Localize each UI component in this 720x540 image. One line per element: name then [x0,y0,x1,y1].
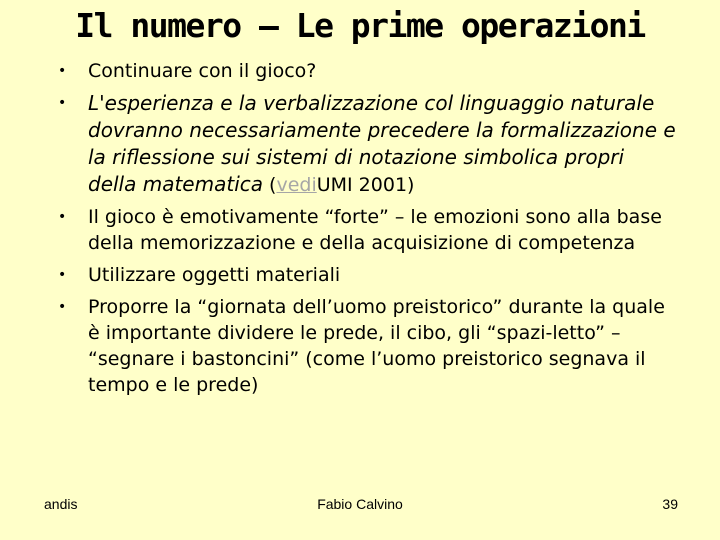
slide-title: Il numero – Le prime operazioni [75,6,645,45]
bullet-experience-text: L'esperienza e la verbalizzazione col linguaggio naturale dovranno necessariamente precedere la formalizzazione e la riflessione sui sistemi di notazione simbolica propri della matematica [88,91,676,196]
bullet-prehistoric-day: • Proporre la “giornata dell’uomo preistorico” durante la quale è importante dividere le prede, il cibo, gli “spazi-letto” – “segnare i bastoncini” (come l’uomo preistorico segnava il tempo e le prede) [58,294,678,398]
footer-author: Fabio Calvino [317,496,403,512]
bullet-game-emotions: • Il gioco è emotivamente “forte” – le emozioni sono alla base della memorizzazione e della acquisizione di competenza [58,204,678,256]
bullet-material-objects: • Utilizzare oggetti materiali [58,262,678,288]
bullet-continue-game: • Continuare con il gioco? [58,58,678,84]
bullet-experience-open: ( [263,174,277,196]
footer-left-label: andis [44,496,78,512]
page-number: 39 [662,496,678,512]
bullet-experience-verbalization [58,90,678,198]
bullet-list [58,58,678,404]
bullet-experience-tail: UMI 2001) [316,174,415,196]
vedi-link[interactable]: vedi [276,174,317,196]
